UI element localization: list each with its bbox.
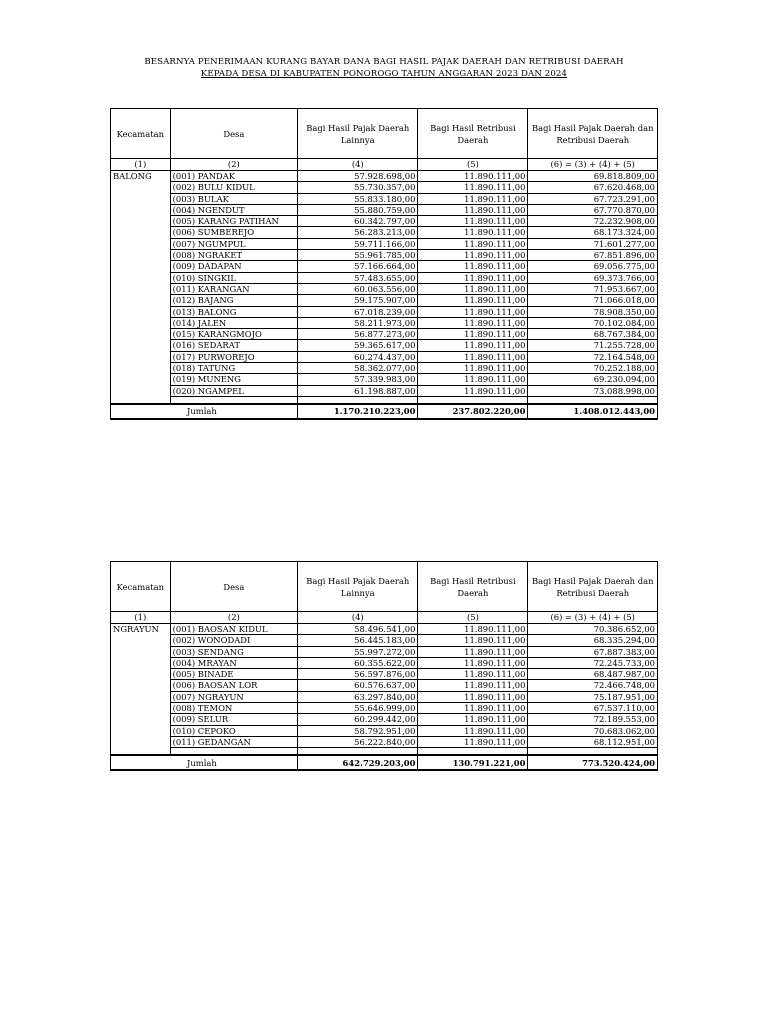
retribusi-cell: 11.890.111,00: [418, 193, 528, 204]
total-cell: 75.187.951,00: [528, 691, 658, 702]
desa-cell: (005) KARANG PATIHAN: [170, 216, 297, 227]
total-cell: 68.767.384,00: [528, 329, 658, 340]
table-row: [111, 204, 658, 215]
pajak-cell: 60.063.556,00: [298, 283, 418, 294]
desa-cell: (001) PANDAK: [170, 171, 297, 182]
total-cell: 71.255.728,00: [528, 340, 658, 351]
jumlah-label: Jumlah: [111, 755, 298, 770]
document-title: BESARNYA PENERIMAAN KURANG BAYAR DANA BAGI HASIL PAJAK DAERAH DAN RETRIBUSI DAERAH: [144, 57, 624, 67]
retribusi-cell: 11.890.111,00: [418, 238, 528, 249]
retribusi-cell: 11.890.111,00: [418, 306, 528, 317]
desa-cell: (014) JALEN: [170, 317, 297, 328]
total-cell: 69.818.809,00: [528, 171, 658, 182]
retribusi-cell: 11.890.111,00: [418, 703, 528, 714]
pajak-cell: 57.339.983,00: [298, 374, 418, 385]
desa-cell: (007) NGRAYUN: [170, 691, 297, 702]
kecamatan-cell: NGRAYUN: [111, 624, 171, 635]
colnum-4: (4): [298, 612, 418, 624]
jumlah-total: 773.520.424,00: [528, 755, 658, 770]
desa-cell: (007) NGUMPUL: [170, 238, 297, 249]
pajak-cell: 57.928.698,00: [298, 171, 418, 182]
pajak-cell: 60.274.437,00: [298, 351, 418, 362]
table-row: [111, 725, 658, 736]
retribusi-cell: 11.890.111,00: [418, 635, 528, 646]
kecamatan-cell: [111, 317, 171, 328]
table-row: [111, 340, 658, 351]
desa-cell: (009) SELUR: [170, 714, 297, 725]
retribusi-cell: 11.890.111,00: [418, 295, 528, 306]
table-row: [111, 272, 658, 283]
kecamatan-cell: [111, 306, 171, 317]
total-cell: 72.466.748,00: [528, 680, 658, 691]
table-row: [111, 635, 658, 646]
desa-cell: (013) BALONG: [170, 306, 297, 317]
pajak-cell: 60.342.797,00: [298, 216, 418, 227]
retribusi-cell: 11.890.111,00: [418, 317, 528, 328]
total-cell: 68.487.987,00: [528, 669, 658, 680]
spacer-cell: [298, 396, 418, 404]
desa-cell: (002) BULU KIDUL: [170, 182, 297, 193]
total-cell: 69.230.094,00: [528, 374, 658, 385]
total-cell: 73.088.998,00: [528, 385, 658, 396]
retribusi-cell: 11.890.111,00: [418, 680, 528, 691]
total-cell: 68.112.951,00: [528, 736, 658, 747]
header-kecamatan: Kecamatan: [111, 109, 171, 159]
pajak-cell: 57.166.664,00: [298, 261, 418, 272]
retribusi-cell: 11.890.111,00: [418, 250, 528, 261]
total-cell: 69.373.766,00: [528, 272, 658, 283]
pajak-cell: 55.997.272,00: [298, 646, 418, 657]
header-pajak: Bagi Hasil Pajak Daerah Lainnya: [298, 562, 418, 612]
pajak-cell: 55.880.759,00: [298, 204, 418, 215]
kecamatan-cell: [111, 261, 171, 272]
spacer-row: [111, 748, 658, 756]
jumlah-total: 1.408.012.443,00: [528, 404, 658, 419]
retribusi-cell: 11.890.111,00: [418, 329, 528, 340]
pajak-cell: 55.730.357,00: [298, 182, 418, 193]
total-cell: 67.770.870,00: [528, 204, 658, 215]
kecamatan-cell: [111, 329, 171, 340]
desa-cell: (005) BINADE: [170, 669, 297, 680]
desa-cell: (011) GEDANGAN: [170, 736, 297, 747]
retribusi-cell: 11.890.111,00: [418, 736, 528, 747]
table-row: [111, 261, 658, 272]
table-row: [111, 680, 658, 691]
spacer-cell: [111, 748, 171, 756]
pajak-cell: 56.877.273,00: [298, 329, 418, 340]
colnum-5: (5): [418, 612, 528, 624]
desa-cell: (008) TEMON: [170, 703, 297, 714]
desa-cell: (016) SEDARAT: [170, 340, 297, 351]
total-cell: 71.953.667,00: [528, 283, 658, 294]
header-retribusi: Bagi Hasil Retribusi Daerah: [418, 562, 528, 612]
pajak-cell: 60.355.622,00: [298, 657, 418, 668]
kecamatan-cell: [111, 680, 171, 691]
desa-cell: (004) NGENDUT: [170, 204, 297, 215]
pajak-cell: 59.711.166,00: [298, 238, 418, 249]
document-subtitle: KEPADA DESA DI KABUPATEN PONOROGO TAHUN ANGGARAN 2023 DAN 2024: [200, 69, 568, 79]
table-ngrayun: [110, 561, 658, 771]
spacer-cell: [170, 748, 297, 756]
kecamatan-cell: [111, 295, 171, 306]
retribusi-cell: 11.890.111,00: [418, 182, 528, 193]
table-row: [111, 624, 658, 635]
table-row: [111, 351, 658, 362]
retribusi-cell: 11.890.111,00: [418, 374, 528, 385]
total-cell: 70.683.062,00: [528, 725, 658, 736]
retribusi-cell: 11.890.111,00: [418, 261, 528, 272]
jumlah-retribusi: 237.802.220,00: [418, 404, 528, 419]
table-row: [111, 374, 658, 385]
retribusi-cell: 11.890.111,00: [418, 725, 528, 736]
total-cell: 67.887.383,00: [528, 646, 658, 657]
header-total: Bagi Hasil Pajak Daerah dan Retribusi Daerah: [528, 109, 658, 159]
kecamatan-cell: [111, 238, 171, 249]
spacer-cell: [528, 396, 658, 404]
total-cell: 67.851.896,00: [528, 250, 658, 261]
table-row: [111, 657, 658, 668]
total-cell: 72.189.553,00: [528, 714, 658, 725]
table-row: [111, 691, 658, 702]
pajak-cell: 58.211.973,00: [298, 317, 418, 328]
table-row: [111, 238, 658, 249]
retribusi-cell: 11.890.111,00: [418, 669, 528, 680]
kecamatan-cell: [111, 216, 171, 227]
pajak-cell: 67.018.239,00: [298, 306, 418, 317]
retribusi-cell: 11.890.111,00: [418, 714, 528, 725]
pajak-cell: 56.283.213,00: [298, 227, 418, 238]
table-row: [111, 669, 658, 680]
table-row: [111, 736, 658, 747]
colnum-2: (2): [170, 612, 297, 624]
pajak-cell: 63.297.840,00: [298, 691, 418, 702]
kecamatan-cell: [111, 736, 171, 747]
pajak-cell: 58.792.951,00: [298, 725, 418, 736]
total-cell: 71.066.018,00: [528, 295, 658, 306]
desa-cell: (017) PURWOREJO: [170, 351, 297, 362]
spacer-cell: [418, 396, 528, 404]
desa-cell: (010) CEPOKO: [170, 725, 297, 736]
kecamatan-cell: [111, 703, 171, 714]
kecamatan-cell: [111, 657, 171, 668]
retribusi-cell: 11.890.111,00: [418, 340, 528, 351]
table-row: [111, 646, 658, 657]
total-cell: 72.232.908,00: [528, 216, 658, 227]
table-row: [111, 283, 658, 294]
total-cell: 67.723.291,00: [528, 193, 658, 204]
kecamatan-cell: [111, 669, 171, 680]
total-cell: 70.102.084,00: [528, 317, 658, 328]
kecamatan-cell: [111, 363, 171, 374]
pajak-cell: 59.365.617,00: [298, 340, 418, 351]
kecamatan-cell: [111, 646, 171, 657]
pajak-cell: 58.362.077,00: [298, 363, 418, 374]
retribusi-cell: 11.890.111,00: [418, 657, 528, 668]
desa-cell: (002) WONODADI: [170, 635, 297, 646]
pajak-cell: 58.496.541,00: [298, 624, 418, 635]
table-row: [111, 171, 658, 182]
kecamatan-cell: [111, 374, 171, 385]
header-total: Bagi Hasil Pajak Daerah dan Retribusi Daerah: [528, 562, 658, 612]
desa-cell: (009) DADAPAN: [170, 261, 297, 272]
pajak-cell: 57.483.655,00: [298, 272, 418, 283]
header-pajak: Bagi Hasil Pajak Daerah Lainnya: [298, 109, 418, 159]
kecamatan-cell: BALONG: [111, 171, 171, 182]
jumlah-label: Jumlah: [111, 404, 298, 419]
kecamatan-cell: [111, 283, 171, 294]
retribusi-cell: 11.890.111,00: [418, 283, 528, 294]
total-cell: 70.252.188,00: [528, 363, 658, 374]
total-cell: 78.908.350,00: [528, 306, 658, 317]
table-row: [111, 363, 658, 374]
desa-cell: (010) SINGKIL: [170, 272, 297, 283]
kecamatan-cell: [111, 691, 171, 702]
kecamatan-cell: [111, 204, 171, 215]
retribusi-cell: 11.890.111,00: [418, 351, 528, 362]
pajak-cell: 56.597.876,00: [298, 669, 418, 680]
colnum-6: (6) = (3) + (4) + (5): [528, 612, 658, 624]
jumlah-pajak: 642.729.203,00: [298, 755, 418, 770]
spacer-cell: [418, 748, 528, 756]
retribusi-cell: 11.890.111,00: [418, 227, 528, 238]
retribusi-cell: 11.890.111,00: [418, 216, 528, 227]
colnum-6: (6) = (3) + (4) + (5): [528, 159, 658, 171]
colnum-4: (4): [298, 159, 418, 171]
retribusi-cell: 11.890.111,00: [418, 204, 528, 215]
kecamatan-cell: [111, 340, 171, 351]
kecamatan-cell: [111, 725, 171, 736]
kecamatan-cell: [111, 272, 171, 283]
kecamatan-cell: [111, 635, 171, 646]
desa-cell: (018) TATUNG: [170, 363, 297, 374]
table-row: [111, 193, 658, 204]
total-cell: 72.245.733,00: [528, 657, 658, 668]
retribusi-cell: 11.890.111,00: [418, 385, 528, 396]
table-row: [111, 250, 658, 261]
colnum-1: (1): [111, 612, 171, 624]
total-cell: 71.601.277,00: [528, 238, 658, 249]
total-cell: 72.164.548,00: [528, 351, 658, 362]
pajak-cell: 56.445.183,00: [298, 635, 418, 646]
header-desa: Desa: [170, 109, 297, 159]
kecamatan-cell: [111, 182, 171, 193]
pajak-cell: 60.299.442,00: [298, 714, 418, 725]
colnum-1: (1): [111, 159, 171, 171]
retribusi-cell: 11.890.111,00: [418, 624, 528, 635]
total-cell: 68.335.294,00: [528, 635, 658, 646]
table-row: [111, 317, 658, 328]
total-cell: 67.620.468,00: [528, 182, 658, 193]
jumlah-retribusi: 130.791.221,00: [418, 755, 528, 770]
spacer-cell: [111, 396, 171, 404]
retribusi-cell: 11.890.111,00: [418, 171, 528, 182]
desa-cell: (015) KARANGMOJO: [170, 329, 297, 340]
jumlah-row: [111, 755, 658, 770]
header-kecamatan: Kecamatan: [111, 562, 171, 612]
table-row: [111, 306, 658, 317]
desa-cell: (012) BAJANG: [170, 295, 297, 306]
pajak-cell: 59.175.907,00: [298, 295, 418, 306]
retribusi-cell: 11.890.111,00: [418, 272, 528, 283]
pajak-cell: 55.961.785,00: [298, 250, 418, 261]
pajak-cell: 55.646.999,00: [298, 703, 418, 714]
desa-cell: (003) BULAK: [170, 193, 297, 204]
spacer-cell: [528, 748, 658, 756]
kecamatan-cell: [111, 227, 171, 238]
table-row: [111, 703, 658, 714]
spacer-row: [111, 396, 658, 404]
kecamatan-cell: [111, 351, 171, 362]
kecamatan-cell: [111, 250, 171, 261]
table-row: [111, 329, 658, 340]
retribusi-cell: 11.890.111,00: [418, 691, 528, 702]
total-cell: 68.173.324,00: [528, 227, 658, 238]
kecamatan-cell: [111, 714, 171, 725]
table-row: [111, 216, 658, 227]
table-row: [111, 295, 658, 306]
pajak-cell: 60.576.637,00: [298, 680, 418, 691]
desa-cell: (008) NGRAKET: [170, 250, 297, 261]
table-row: [111, 714, 658, 725]
kecamatan-cell: [111, 385, 171, 396]
pajak-cell: 61.198.887,00: [298, 385, 418, 396]
pajak-cell: 55.833.180,00: [298, 193, 418, 204]
desa-cell: (004) MRAYAN: [170, 657, 297, 668]
retribusi-cell: 11.890.111,00: [418, 646, 528, 657]
colnum-5: (5): [418, 159, 528, 171]
table-row: [111, 385, 658, 396]
spacer-cell: [170, 396, 297, 404]
table-row: [111, 227, 658, 238]
desa-cell: (006) BAOSAN LOR: [170, 680, 297, 691]
spacer-cell: [298, 748, 418, 756]
header-desa: Desa: [170, 562, 297, 612]
desa-cell: (019) MUNENG: [170, 374, 297, 385]
total-cell: 70.386.652,00: [528, 624, 658, 635]
desa-cell: (020) NGAMPEL: [170, 385, 297, 396]
table-balong: [110, 108, 658, 420]
desa-cell: (006) SUMBEREJO: [170, 227, 297, 238]
desa-cell: (003) SENDANG: [170, 646, 297, 657]
desa-cell: (011) KARANGAN: [170, 283, 297, 294]
colnum-2: (2): [170, 159, 297, 171]
pajak-cell: 56.222.840,00: [298, 736, 418, 747]
header-retribusi: Bagi Hasil Retribusi Daerah: [418, 109, 528, 159]
jumlah-row: [111, 404, 658, 419]
kecamatan-cell: [111, 193, 171, 204]
desa-cell: (001) BAOSAN KIDUL: [170, 624, 297, 635]
table-row: [111, 182, 658, 193]
total-cell: 69.056.775,00: [528, 261, 658, 272]
retribusi-cell: 11.890.111,00: [418, 363, 528, 374]
total-cell: 67.537.110,00: [528, 703, 658, 714]
jumlah-pajak: 1.170.210.223,00: [298, 404, 418, 419]
